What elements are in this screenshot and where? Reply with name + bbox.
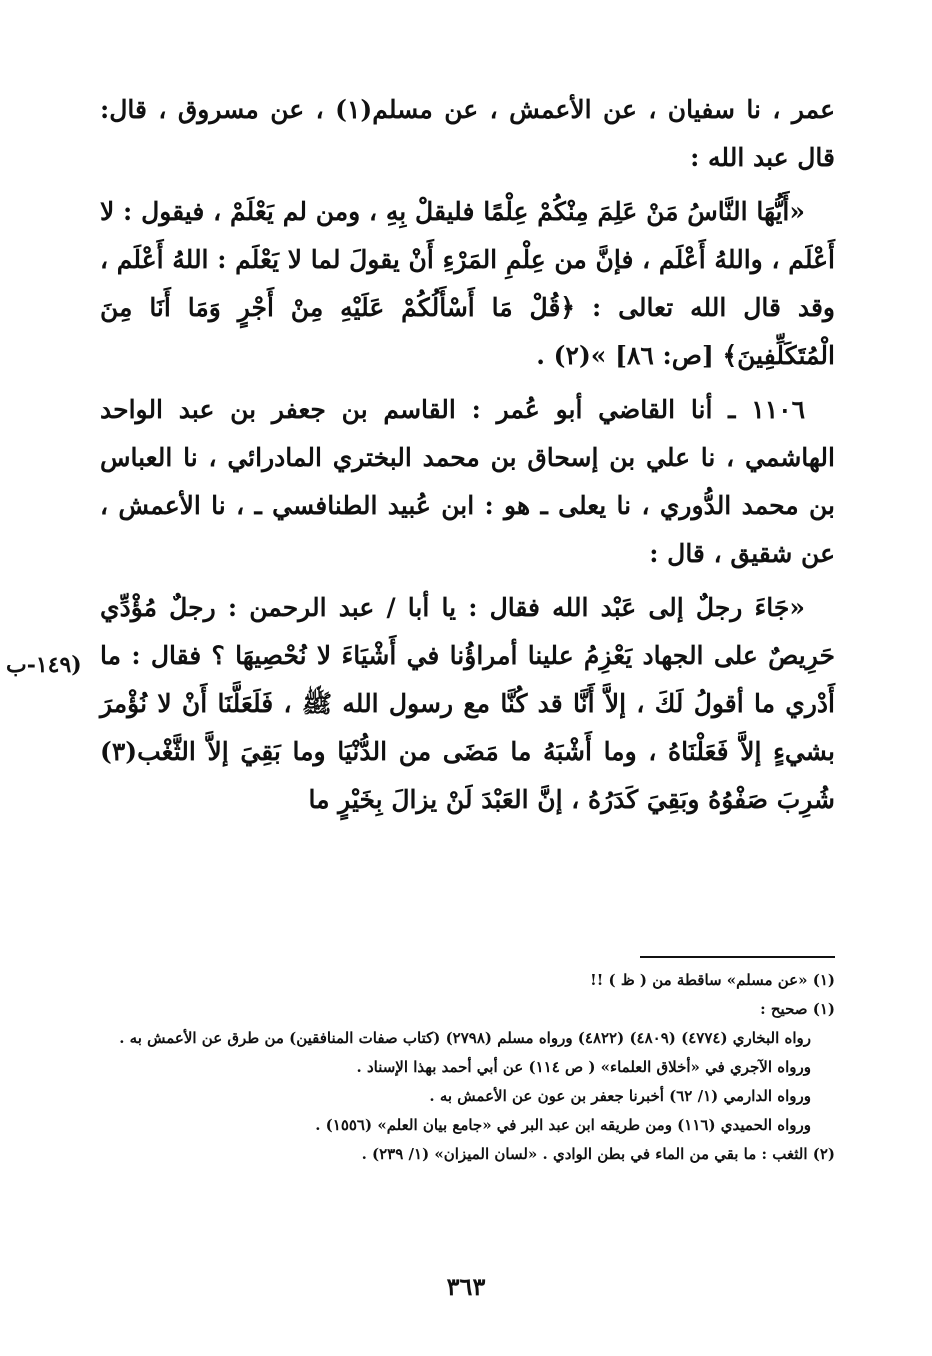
- paragraph-quote-2: «جَاءَ رجلٌ إلى عَبْد الله فقال : يا أبا / عبد الرحمن : رجلٌ مُؤْدِّي حَرِيصٌ على الجهاد يَعْزِمُ علينا أمراؤُنا في أَشْيَاءَ لا نُحْصِيهَا ؟ فقال : ما أَدْري ما أقولُ لَكَ ، إلاَّ أَنَّا قد كُنَّا مع رسول الله ﷺ ، فَلَعَلَّنَا أَنْ لا نُؤْمرَ بشيءٍ إلاَّ فَعَلْنَاهُ ، وما أَشْبَهُ ما مَضَى من الدُّنْيَا وما بَقِيَ إلاَّ الثَّغْب(٣) شُرِبَ صَفْوُهُ وبَقِيَ كَدَرُهُ ، إنَّ العَبْدَ لَنْ يزالَ بِخَيْرٍ ما: [100, 593, 835, 814]
- footnotes: [100, 966, 835, 1169]
- paragraph-hadith-1106: ١١٠٦ ـ أنا القاضي أبو عُمر : القاسم بن جعفر بن عبد الواحد الهاشمي ، نا علي بن إسحاق بن محمد البختري المادرائي ، نا العباس بن محمد الدُّوري ، نا يعلى ـ هو : ابن عُبيد الطنافسي ـ ، نا الأعمش ، عن شقيق ، قال :: [100, 395, 835, 568]
- main-text: [100, 86, 835, 830]
- paragraph-isnad-1: عمر ، نا سفيان ، عن الأعمش ، عن مسلم(١) ، عن مسروق ، قال: قال عبد الله :: [100, 95, 835, 172]
- footnote-2-heading: (١) صحيح :: [760, 1000, 835, 1018]
- manuscript-folio-note: (١٤٩-ب: [6, 652, 82, 678]
- page-number: ٣٦٣: [446, 1272, 486, 1301]
- footnote-2-line-3: ورواه الدارمي (١/ ٦٢) أخبرنا جعفر بن عون عن الأعمش به .: [429, 1087, 811, 1105]
- footnote-3: (٢) الثغب : ما بقي من الماء في بطن الوادي . «لسان الميزان» (١/ ٢٣٩) .: [361, 1145, 835, 1163]
- footnote-2-line-1: رواه البخاري (٤٧٧٤) (٤٨٠٩) (٤٨٢٢) ورواه مسلم (٢٧٩٨) (كتاب صفات المنافقين) من طرق عن الأعمش به .: [119, 1029, 811, 1047]
- footnote-divider: [640, 956, 835, 958]
- paragraph-quote-1: «أَيُّهَا النَّاسُ مَنْ عَلِمَ مِنْكُمْ عِلْمًا فليقلْ بِهِ ، ومن لم يَعْلَمْ ، فيقول : لا أَعْلَم ، واللهُ أَعْلَم ، فإنَّ من عِلْمِ المَرْءِ أَنْ يقولَ لما لا يَعْلَم : اللهُ أَعْلَم ، وقد قال الله تعالى : ﴿قُلْ مَا أَسْأَلُكُمْ عَلَيْهِ مِنْ أَجْرٍ وَمَا أَنَا مِنَ الْمُتَكَلِّفِينَ﴾ [ص: ٨٦] »(٢) .: [100, 197, 835, 370]
- footnote-2-line-2: ورواه الآجري في «أخلاق العلماء» ( ص ١١٤) عن أبي أحمد بهذا الإسناد .: [356, 1058, 811, 1076]
- footnote-2-line-4: ورواه الحميدي (١١٦) ومن طريقه ابن عبد البر في «جامع بيان العلم» (١٥٥٦) .: [315, 1116, 811, 1134]
- footnote-1: (١) «عن مسلم» ساقطة من ( ظ ) !!: [590, 971, 835, 989]
